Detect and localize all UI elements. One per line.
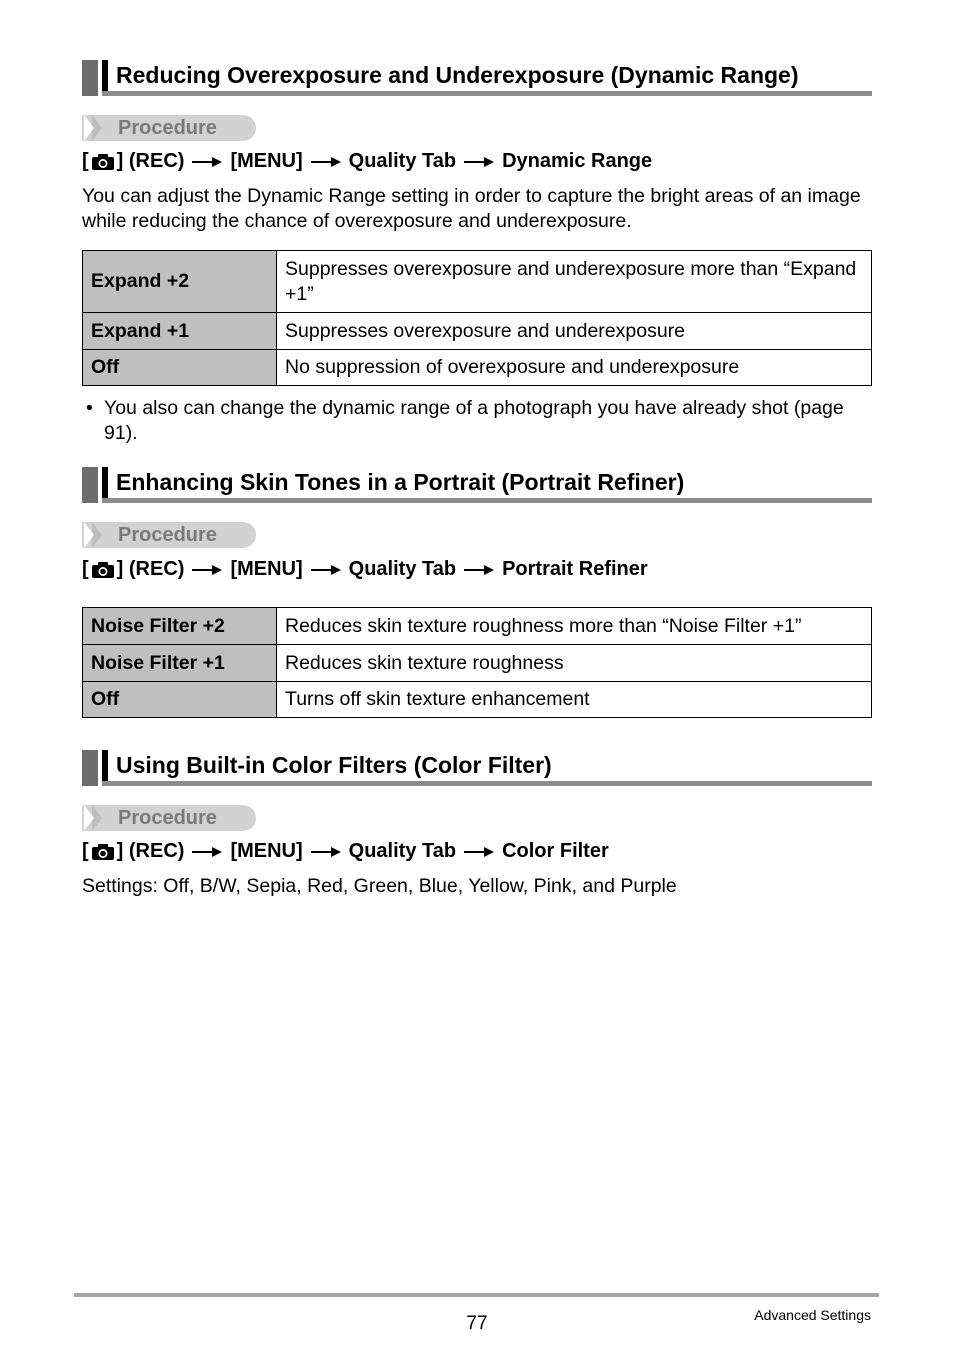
setting-description: Turns off skin texture enhancement — [277, 682, 872, 718]
camera-icon — [91, 153, 115, 171]
settings-table — [82, 250, 872, 386]
camera-icon — [91, 561, 115, 579]
table-row — [83, 313, 872, 350]
setting-name: Off — [83, 682, 277, 718]
right-arrow-icon — [192, 563, 222, 577]
setting-description: No suppression of overexposure and underexposure — [277, 350, 872, 386]
setting-name: Off — [83, 350, 277, 386]
setting-name: Noise Filter +2 — [83, 608, 277, 645]
table-row — [83, 608, 872, 645]
section-heading-dynamic-range — [82, 60, 872, 96]
table-row — [83, 645, 872, 682]
heading-underline — [102, 498, 872, 503]
table-row — [83, 350, 872, 386]
bullet-text: You also can change the dynamic range of a photograph you have already shot (page 91). — [104, 397, 844, 444]
right-arrow-icon — [464, 845, 494, 859]
bullet-icon: • — [86, 397, 93, 419]
section-heading-color-filter — [82, 750, 872, 786]
menu-label: [MENU] — [230, 150, 303, 172]
heading-underline — [102, 91, 872, 96]
procedure-label — [82, 522, 256, 548]
item-label: Color Filter — [502, 840, 609, 862]
item-label: Portrait Refiner — [502, 558, 648, 580]
procedure-text: Procedure — [118, 117, 217, 139]
page-number: 77 — [466, 1313, 488, 1334]
rec-label: ] (REC) — [116, 558, 185, 580]
tab-label: Quality Tab — [348, 840, 457, 862]
right-arrow-icon — [311, 563, 341, 577]
right-arrow-icon — [192, 155, 222, 169]
settings-text: Settings: Off, B/W, Sepia, Red, Green, Blue, Yellow, Pink, and Purple — [82, 875, 677, 897]
heading-marker — [82, 750, 98, 786]
section-title: Using Built-in Color Filters (Color Filter) — [116, 752, 552, 778]
right-arrow-icon — [192, 845, 222, 859]
setting-description: Reduces skin texture roughness — [277, 645, 872, 682]
setting-description: Reduces skin texture roughness more than “Noise Filter +1” — [277, 608, 872, 645]
right-arrow-icon — [464, 155, 494, 169]
section-heading-portrait-refiner — [82, 467, 872, 503]
tab-label: Quality Tab — [348, 558, 457, 580]
right-arrow-icon — [311, 155, 341, 169]
menu-path — [82, 840, 609, 863]
heading-marker — [82, 60, 98, 96]
chapter-label: Advanced Settings — [754, 1307, 871, 1323]
settings-table — [82, 607, 872, 718]
item-label: Dynamic Range — [502, 150, 653, 172]
bullet-note — [82, 396, 872, 446]
bracket: [ — [82, 840, 89, 862]
section-title: Reducing Overexposure and Underexposure (Dynamic Range) — [116, 62, 799, 88]
procedure-label — [82, 805, 256, 831]
rec-label: ] (REC) — [116, 150, 185, 172]
bracket: [ — [82, 558, 89, 580]
procedure-label — [82, 115, 256, 141]
table-row — [83, 682, 872, 718]
table-row — [83, 251, 872, 313]
right-arrow-icon — [464, 563, 494, 577]
rec-label: ] (REC) — [116, 840, 185, 862]
setting-description: Suppresses overexposure and underexposure more than “Expand +1” — [277, 251, 872, 313]
procedure-text: Procedure — [118, 524, 217, 546]
description: You can adjust the Dynamic Range setting in order to capture the bright areas of an image while reducing the chance of overexposure and underexposure. — [82, 185, 861, 232]
footer-rule — [74, 1293, 879, 1297]
section-title: Enhancing Skin Tones in a Portrait (Portrait Refiner) — [116, 469, 685, 495]
menu-path — [82, 558, 648, 581]
right-arrow-icon — [311, 845, 341, 859]
bracket: [ — [82, 150, 89, 172]
setting-name: Expand +1 — [83, 313, 277, 350]
setting-description: Suppresses overexposure and underexposure — [277, 313, 872, 350]
menu-path — [82, 150, 652, 173]
camera-icon — [91, 843, 115, 861]
setting-name: Noise Filter +1 — [83, 645, 277, 682]
setting-name: Expand +2 — [83, 251, 277, 313]
menu-label: [MENU] — [230, 558, 303, 580]
heading-marker — [82, 467, 98, 503]
tab-label: Quality Tab — [348, 150, 457, 172]
heading-underline — [102, 781, 872, 786]
procedure-text: Procedure — [118, 807, 217, 829]
menu-label: [MENU] — [230, 840, 303, 862]
